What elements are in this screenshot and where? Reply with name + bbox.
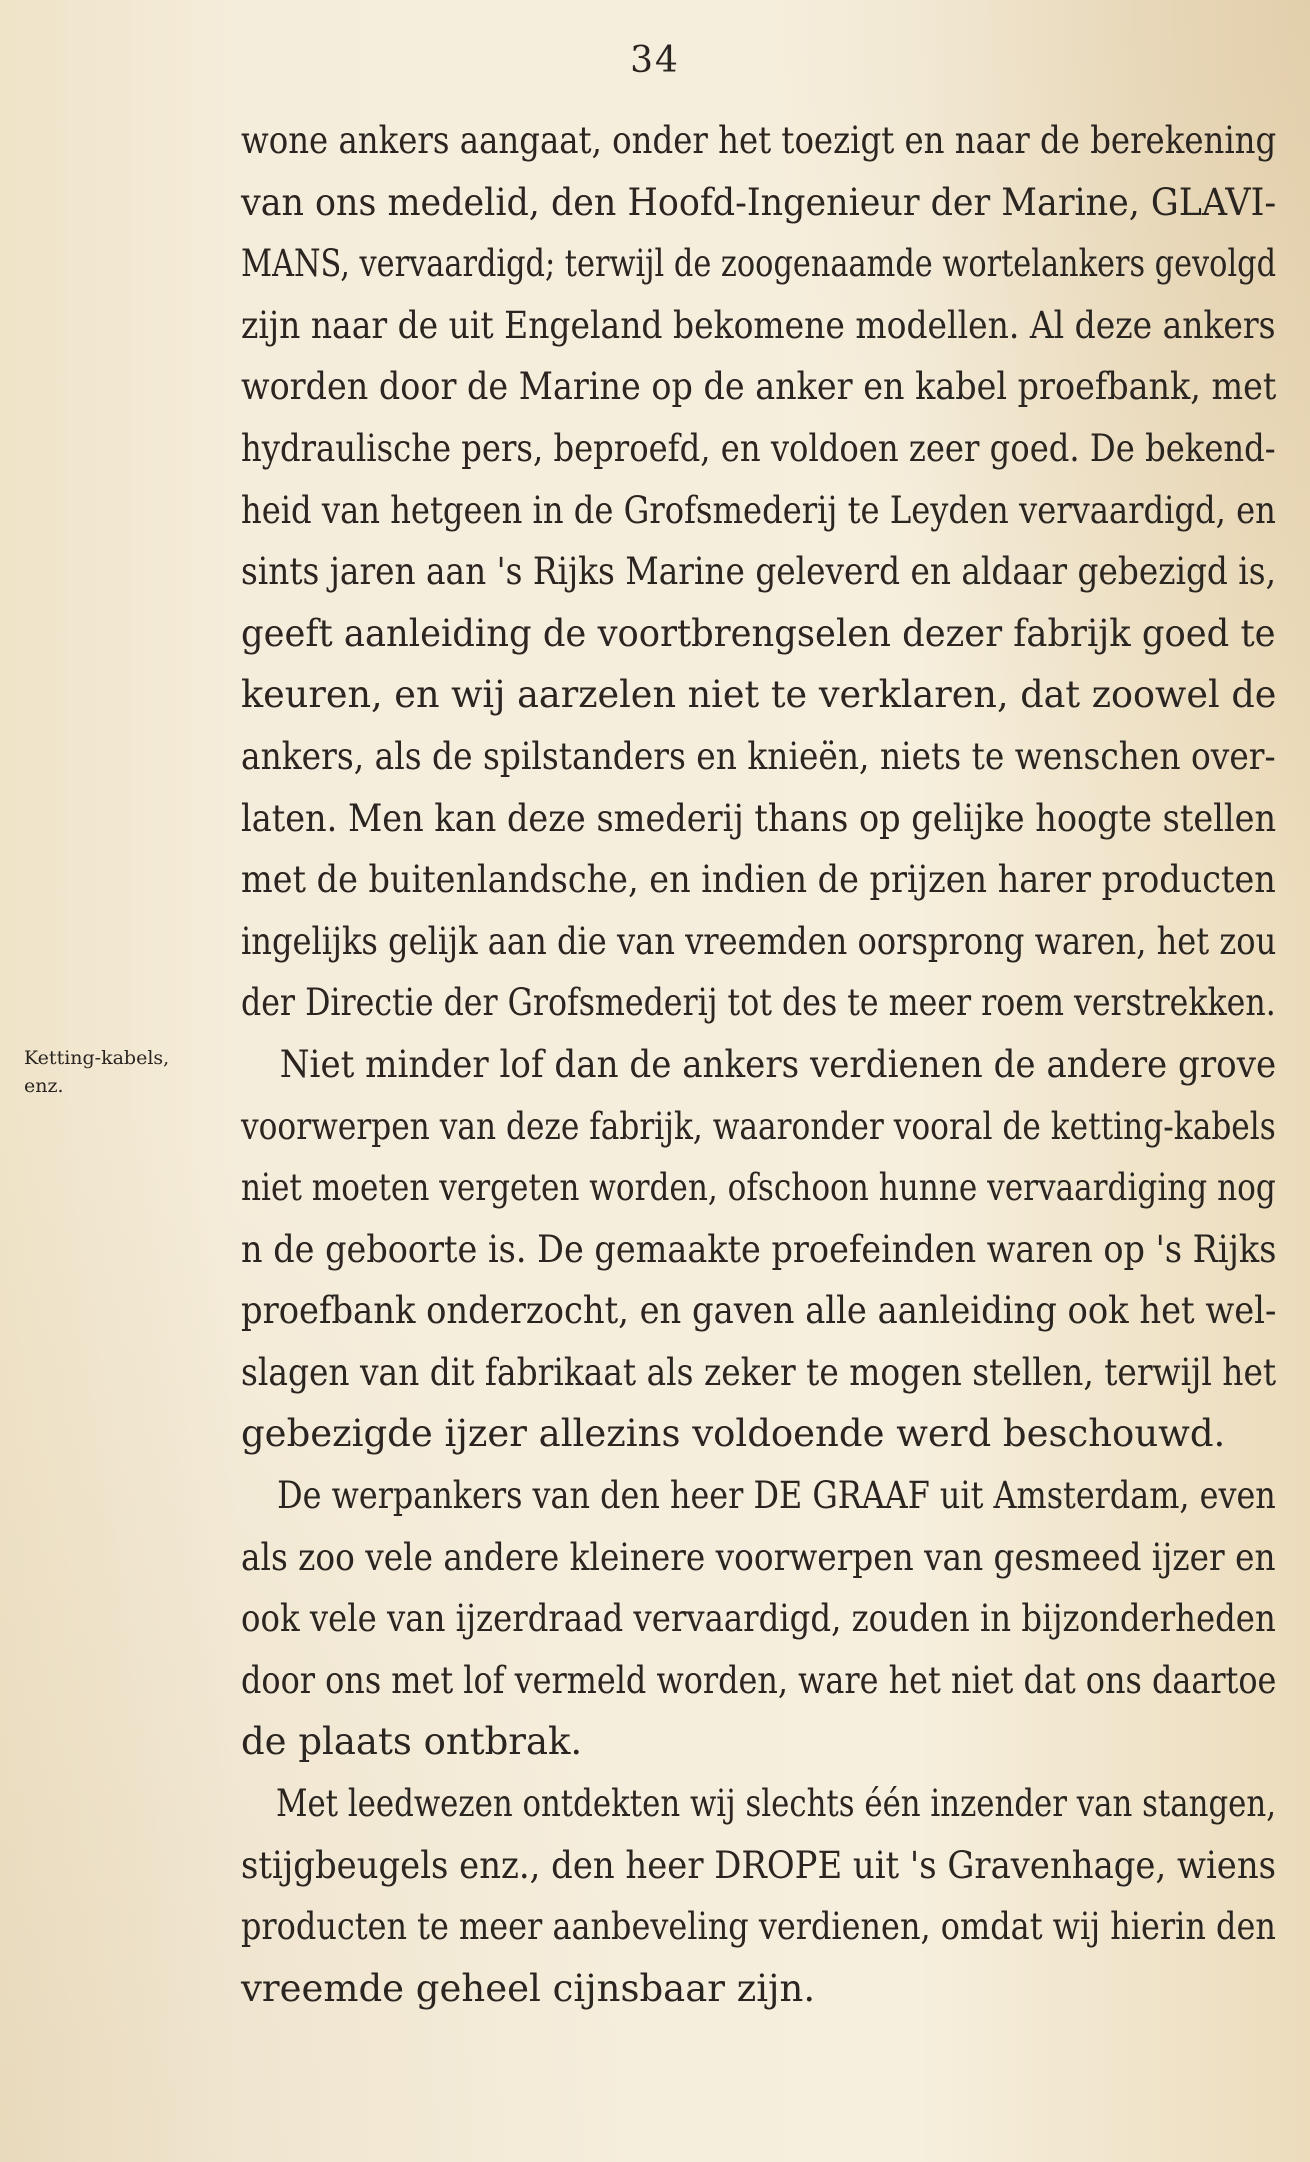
body-text: [241, 110, 1276, 2019]
text-line: heid van hetgeen in de Grofsmederij te Leyden vervaardigd, en: [241, 488, 1276, 532]
text-line: met de buitenlandsche, en indien de prijzen harer producten: [241, 858, 1276, 902]
text-line: worden door de Marine op de anker en kabel proefbank, met: [241, 365, 1277, 409]
paragraph-end-line: vreemde geheel cijnsbaar zijn.: [241, 1966, 816, 2010]
text-line: ook vele van ijzerdraad vervaardigd, zouden in bijzonderheden: [241, 1597, 1276, 1641]
margin-note-line: enz.: [24, 1075, 64, 1097]
text-line: n de geboorte is. De gemaakte proefeinden waren op 's Rijks: [241, 1227, 1277, 1271]
text-line: producten te meer aanbeveling verdienen, omdat wij hierin den: [241, 1905, 1276, 1949]
text-line: laten. Men kan deze smederij thans op gelijke hoogte stellen: [241, 796, 1277, 840]
text-line: van ons medelid, den Hoofd-Ingenieur der Marine, GLAVI-: [241, 180, 1277, 224]
paragraph-start-line: De werpankers van den heer DE GRAAF uit Amsterdam, even: [277, 1474, 1276, 1518]
text-line: als zoo vele andere kleinere voorwerpen van gesmeed ijzer en: [241, 1535, 1276, 1579]
page-number: 34: [630, 40, 680, 81]
text-line: door ons met lof vermeld worden, ware het niet dat ons daartoe: [241, 1658, 1277, 1702]
text-line: niet moeten vergeten worden, ofschoon hunne vervaardiging nog: [241, 1166, 1276, 1210]
paragraph-end-line: de plaats ontbrak.: [241, 1720, 583, 1764]
text-line: hydraulische pers, beproefd, en voldoen zeer goed. De bekend-: [241, 426, 1276, 470]
text-line: zijn naar de uit Engeland bekomene modellen. Al deze ankers: [241, 303, 1276, 347]
paragraph-end-line: gebezigde ijzer allezins voldoende werd beschouwd.: [241, 1412, 1226, 1456]
text-line: proefbank onderzocht, en gaven alle aanleiding ook het wel-: [241, 1289, 1277, 1333]
paragraph-end-line: der Directie der Grofsmederij tot des te meer roem verstrekken.: [241, 981, 1276, 1025]
paragraph-start-line: Niet minder lof dan de ankers verdienen de andere grove: [279, 1042, 1277, 1086]
text-line: geeft aanleiding de voortbrengselen dezer fabrijk goed te: [241, 611, 1276, 655]
text-line: wone ankers aangaat, onder het toezigt en naar de berekening: [241, 119, 1277, 162]
margin-note: [24, 1044, 244, 1100]
text-line: sints jaren aan 's Rijks Marine geleverd en aldaar gebezigd is,: [241, 550, 1277, 594]
text-line: stijgbeugels enz., den heer DROPE uit 's Gravenhage, wiens: [241, 1843, 1277, 1887]
text-line: ankers, als de spilstanders en knieën, niets te wenschen over-: [241, 734, 1276, 778]
text-line: voorwerpen van deze fabrijk, waaronder vooral de ketting-kabels: [241, 1104, 1276, 1148]
text-line: ingelijks gelijk aan die van vreemden oorsprong waren, het zou: [241, 919, 1277, 963]
text-line: keuren, en wij aarzelen niet te verklaren, dat zoowel de: [241, 673, 1277, 717]
margin-note-line: Ketting-kabels,: [24, 1047, 170, 1069]
text-line: slagen van dit fabrikaat als zeker te mogen stellen, terwijl het: [241, 1350, 1277, 1394]
text-line: MANS, vervaardigd; terwijl de zoogenaamde wortelankers gevolgd: [241, 242, 1277, 286]
paragraph-start-line: Met leedwezen ontdekten wij slechts één inzender van stangen,: [275, 1782, 1277, 1826]
